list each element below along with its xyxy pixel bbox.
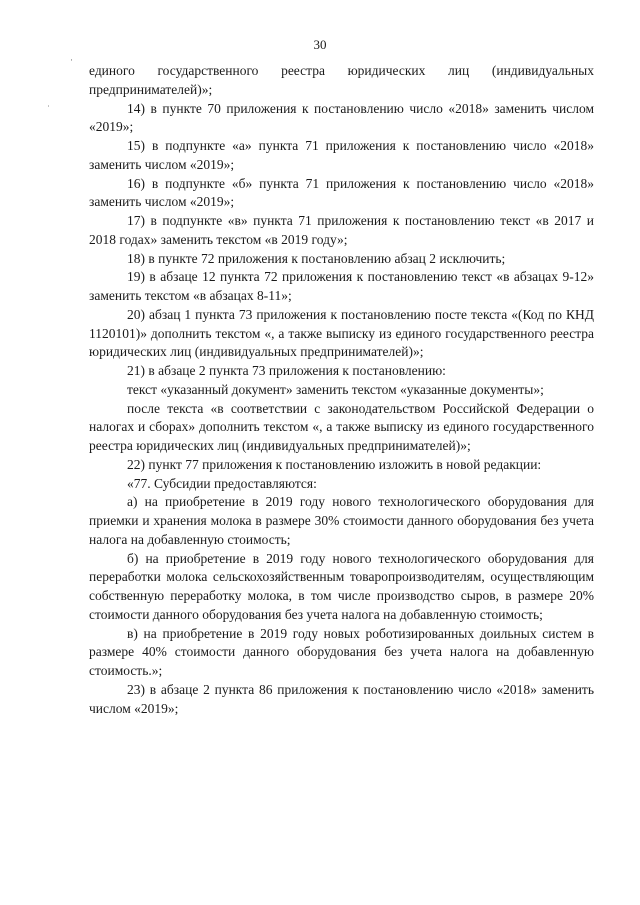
paragraph: 20) абзац 1 пункта 73 приложения к постановлению посте текста «(Код по КНД 1120101)» дополнить текстом «, а также выписку из единого государственного реестра юридических лиц (индивидуальных предпринимателей)»; [89, 306, 594, 360]
paragraph: единого государственного реестра юридических лиц (индивидуальных предпринимателей)»; [89, 63, 594, 97]
paragraph: 16) в подпункте «б» пункта 71 приложения к постановлению число «2018» заменить числом «2019»; [89, 175, 594, 210]
paragraph: а) на приобретение в 2019 году нового технологического оборудования для приемки и хранения молока в размере 30% стоимости данного оборудования без учета налога на добавленную стоимость; [89, 494, 594, 547]
paragraph: после текста «в соответствии с законодательством Российской Федерации о налогах и сборах» дополнить текстом «, а также выписку из единого государственного реестра юридических лиц (индивидуальных предпринимателей)»; [89, 400, 594, 453]
paragraph: 18) в пункте 72 приложения к постановлению абзац 2 исключить; [127, 250, 506, 266]
scan-speck: · [70, 55, 73, 65]
paragraph: текст «указанный документ» заменить текстом «указанные документы»; [127, 381, 544, 397]
paragraph: «77. Субсидии предоставляются: [127, 475, 317, 491]
document-body [89, 62, 594, 718]
paragraph: 15) в подпункте «а» пункта 71 приложения к постановлению число «2018» заменить числом «2019»; [89, 138, 594, 172]
paragraph: 19) в абзаце 12 пункта 72 приложения к постановлению текст «в абзацах 9-12» заменить текстом «в абзацах 8-11»; [89, 269, 594, 303]
paragraph: 21) в абзаце 2 пункта 73 приложения к постановлению: [127, 363, 446, 378]
paragraph: в) на приобретение в 2019 году новых роботизированных доильных систем в размере 40% стоимости данного оборудования без учета налога на добавленную стоимость.»; [89, 625, 594, 678]
scan-speck: ˙ [47, 104, 50, 114]
paragraph: 17) в подпункте «в» пункта 71 приложения к постановлению текст «в 2017 и 2018 годах» заменить текстом «в 2019 году»; [89, 213, 594, 247]
paragraph: 23) в абзаце 2 пункта 86 приложения к постановлению число «2018» заменить числом «2019»; [89, 681, 594, 716]
page-number: 30 [313, 37, 327, 52]
paragraph: 22) пункт 77 приложения к постановлению изложить в новой редакции: [127, 456, 542, 472]
paragraph: 14) в пункте 70 приложения к постановлению число «2018» заменить числом «2019»; [89, 100, 594, 135]
paragraph: б) на приобретение в 2019 году нового технологического оборудования для переработки молока сельскохозяйственным товаропроизводителям, осуществляющим собственную переработку молока, в том числе производство сыров, в размере 20% стоимости данного оборудования без учета налога на добавленную стоимость; [89, 550, 594, 622]
